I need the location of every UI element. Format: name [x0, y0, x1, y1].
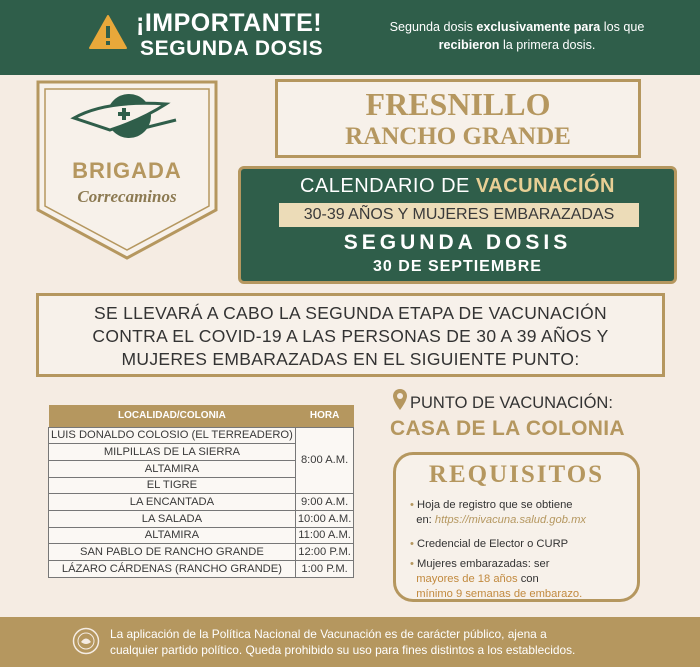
schedule-table [48, 405, 354, 578]
table-row: MILPILLAS DE LA SIERRA [49, 444, 354, 461]
city-box [275, 79, 641, 158]
requirements-title: REQUISITOS [428, 461, 605, 488]
description-text: SE LLEVARÁ A CABO LA SEGUNDA ETAPA DE VACUNACIÓN CONTRA EL COVID-19 A LAS PERSONAS DE 30 A 39 AÑOS Y MUJERES EMBARAZADAS EN EL SIGUIENTE PUNTO: [92, 303, 609, 369]
description-box [36, 293, 665, 377]
brigade-title: BRIGADA [72, 158, 182, 183]
table-row: ALTAMIRA [49, 460, 354, 477]
table-row: SAN PABLO DE RANCHO GRANDE 12:00 P.M. [49, 544, 354, 561]
venue-name: CASA DE LA COLONIA [390, 417, 625, 440]
table-row: LA SALADA 10:00 A.M. [49, 510, 354, 527]
group-time: 8:00 A.M. [295, 427, 353, 494]
calendar-box [238, 166, 677, 284]
table-row: LA ENCANTADA 9:00 A.M. [49, 494, 354, 511]
important-title: ¡IMPORTANTE! [136, 9, 323, 37]
location-pin-icon [392, 388, 408, 412]
requirement-item: • Hoja de registro que se obtiene en: https://mivacuna.salud.gob.mx [410, 499, 586, 526]
age-group-bar: 30-39 AÑOS Y MUJERES EMBARAZADAS [279, 203, 639, 227]
table-row: EL TIGRE [49, 477, 354, 494]
header-note: Segunda dosis exclusivamente para los que recibieron la primera dosis. [389, 20, 645, 52]
table-row: LUIS DONALDO COLOSIO (EL TERREADERO) 8:00 A.M. [49, 427, 354, 444]
area-name: RANCHO GRANDE [345, 123, 571, 150]
col-time-header: HORA [295, 405, 353, 427]
registration-link[interactable]: https://mivacuna.salud.gob.mx [434, 514, 586, 526]
table-row: ALTAMIRA 11:00 A.M. [49, 527, 354, 544]
city-name: FRESNILLO [365, 86, 551, 122]
footer-text: La aplicación de la Política Nacional de Vacunación es de carácter público, ajena a cualquier partido político. Queda prohibido su uso para fines distintos a los establecidos. [110, 627, 576, 657]
col-locality-header: LOCALIDAD/COLONIA [49, 405, 296, 427]
brigade-subtitle: Correcaminos [77, 187, 177, 206]
dose-label: SEGUNDA DOSIS [343, 231, 572, 254]
table-row: LÁZARO CÁRDENAS (RANCHO GRANDE) 1:00 P.M. [49, 561, 354, 578]
requirement-item: • Credencial de Elector o CURP [410, 538, 569, 550]
government-seal-icon [72, 627, 100, 655]
requirements-box [393, 452, 640, 602]
second-dose-title: SEGUNDA DOSIS [140, 37, 324, 60]
warning-icon [88, 14, 128, 50]
dose-date: 30 DE SEPTIEMBRE [373, 258, 542, 275]
venue-label: PUNTO DE VACUNACIÓN: [410, 394, 613, 412]
calendar-title: CALENDARIO DE VACUNACIÓN [299, 175, 615, 197]
requirement-item: • Mujeres embarazadas: ser mayores de 18 años con mínimo 9 semanas de embarazo. [410, 558, 583, 600]
